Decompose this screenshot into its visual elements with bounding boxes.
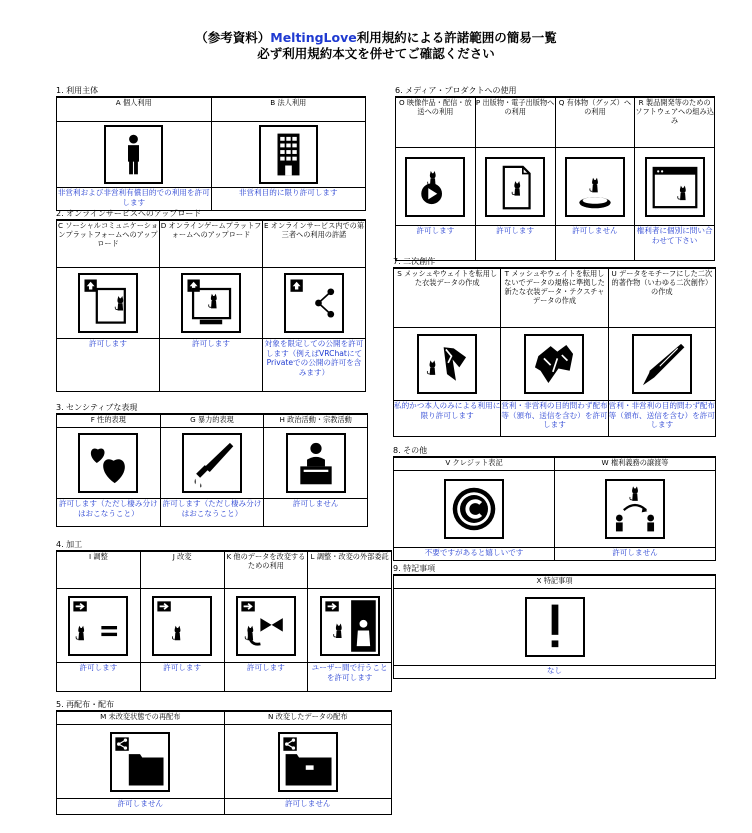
ribbon-icon (236, 596, 296, 656)
icon-cell (57, 725, 225, 799)
column-header: M 未改変状態での再配布 (57, 712, 225, 725)
share-icon (110, 732, 170, 792)
column-header: V クレジット表記 (394, 458, 555, 471)
permission-text: 私的かつ本人のみによる利用に限り許可します (394, 401, 501, 437)
permission-text: 許可します (57, 339, 160, 392)
icon-cell (211, 122, 366, 188)
section-heading: 9. 特記事項 (393, 564, 716, 575)
permission-text: 権利者に個別に問い合わせて下さい (635, 226, 715, 261)
icon-cell (475, 148, 555, 226)
icon-cell (555, 471, 716, 548)
column-header: P 出版物・電子出版物への利用 (475, 98, 555, 148)
section-table (395, 97, 715, 261)
permission-text: 非営利目的に限り許可します (211, 188, 366, 211)
icon-cell (635, 148, 715, 226)
column-header: F 性的表現 (57, 415, 161, 428)
section-heading: 2. オンラインサービスへのアップロード (56, 209, 366, 220)
video-icon (405, 157, 465, 217)
book-icon (485, 157, 545, 217)
upload-game-icon (181, 273, 241, 333)
section-table (393, 457, 716, 561)
clothing-icon (417, 334, 477, 394)
section-s2 (56, 209, 366, 392)
column-header: D オンラインゲームプラットフォームへのアップロード (160, 221, 263, 268)
section-table (56, 97, 366, 211)
permission-text: 許可します (396, 226, 476, 261)
section-s6 (395, 86, 715, 261)
permission-text: 非営利および非営利有償目的での利用を許可します (57, 188, 212, 211)
hearts-icon (78, 433, 138, 493)
new-clothing-icon (524, 334, 584, 394)
permission-text: 不要ですがあると嬉しいです (394, 548, 555, 561)
page-title: （参考資料）MeltingLove利用規約による許諾範囲の簡易一覧 (195, 30, 557, 45)
upload-avatar-icon (78, 273, 138, 333)
column-header: K 他のデータを改変するための利用 (224, 552, 308, 589)
page-subtitle: 必ず利用規約本文を併せてご確認ください (257, 46, 495, 61)
person-icon (104, 125, 163, 184)
column-header: X 特記事項 (394, 576, 716, 589)
building-icon (259, 125, 318, 184)
permission-text: 営利・非営利の目的問わず配布等（頒布、送信を含む）を許可します (608, 401, 715, 437)
column-header: I 調整 (57, 552, 141, 589)
section-s5 (56, 700, 392, 815)
column-header: C ソーシャルコミュニケーションプラットフォームへのアップロード (57, 221, 160, 268)
upload-share-icon (284, 273, 344, 333)
permission-text: 許可します（ただし棲み分けはおこなうこと） (160, 499, 264, 527)
icon-cell (608, 328, 715, 401)
permission-text: 許可しません (264, 499, 368, 527)
column-header: T メッシュやウェイトを転用しないでデータの規格に準拠した新たな衣装データ・テクスチャデータの作成 (501, 269, 608, 328)
transfer-icon (605, 479, 665, 539)
outsource-icon (320, 596, 380, 656)
icon-cell (394, 471, 555, 548)
column-header: G 暴力的表現 (160, 415, 264, 428)
permission-text: 許可します (224, 663, 308, 692)
icon-cell (57, 122, 212, 188)
section-s8 (393, 446, 716, 561)
icon-cell (308, 589, 392, 663)
column-header: W 権利義務の譲渡等 (555, 458, 716, 471)
section-heading: 5. 再配布・配布 (56, 700, 392, 711)
permission-text: 許可しません (555, 548, 716, 561)
section-heading: 3. センシティブな表現 (56, 403, 368, 414)
permission-text: 許可します (140, 663, 224, 692)
section-s7 (393, 257, 716, 437)
permission-text: なし (394, 666, 716, 679)
permission-text: ユーザー間で行うことを許可します (308, 663, 392, 692)
pen-icon (632, 334, 692, 394)
icon-cell (394, 589, 716, 666)
permission-text: 許可します (475, 226, 555, 261)
section-table (393, 575, 716, 679)
column-header: Q 有体物（グッズ）への利用 (555, 98, 635, 148)
section-s3 (56, 403, 368, 527)
permission-text: 許可しません (57, 799, 225, 815)
section-s1 (56, 86, 366, 211)
section-heading: 7. 二次創作 (393, 257, 716, 268)
exclamation-icon (525, 597, 585, 657)
section-table (56, 551, 392, 692)
column-header: L 調整・改変の外部委託 (308, 552, 392, 589)
icon-cell (396, 148, 476, 226)
permission-text: 対象を限定しての公開を許可します（例えばVRChatにてPrivateでの公開の許可を含みます） (263, 339, 366, 392)
permission-text: 許可します (160, 339, 263, 392)
icon-cell (57, 589, 141, 663)
section-table (56, 414, 368, 527)
section-table (56, 220, 366, 392)
column-header: N 改変したデータの配布 (224, 712, 392, 725)
icon-cell (57, 268, 160, 339)
column-header: S メッシュやウェイトを転用した衣装データの作成 (394, 269, 501, 328)
icon-cell (394, 328, 501, 401)
figure-icon (565, 157, 625, 217)
icon-cell (224, 725, 392, 799)
knife-icon (182, 433, 242, 493)
copyright-icon (444, 479, 504, 539)
column-header: E オンラインサービス内での第三者への利用の許諾 (263, 221, 366, 268)
permission-text: 許可します (57, 663, 141, 692)
permission-text: 営利・非営利の目的問わず配布等（頒布、送信を含む）を許可します (501, 401, 608, 437)
section-heading: 8. その他 (393, 446, 716, 457)
section-heading: 6. メディア・プロダクトへの使用 (395, 86, 715, 97)
section-s4 (56, 540, 392, 692)
brand-name: MeltingLove (270, 30, 357, 45)
column-header: O 映像作品・配信・放送への利用 (396, 98, 476, 148)
section-heading: 1. 利用主体 (56, 86, 366, 97)
software-icon (645, 157, 705, 217)
column-header: H 政治活動・宗教活動 (264, 415, 368, 428)
icon-cell (555, 148, 635, 226)
icon-cell (501, 328, 608, 401)
section-s9 (393, 564, 716, 679)
icon-cell (264, 428, 368, 499)
permission-text: 許可します（ただし棲み分けはおこなうこと） (57, 499, 161, 527)
column-header: R 製品開発等のためのソフトウェアへの組み込み (635, 98, 715, 148)
modify-icon (152, 596, 212, 656)
icon-cell (160, 428, 264, 499)
permission-text: 許可しません (555, 226, 635, 261)
section-table (393, 268, 716, 437)
icon-cell (263, 268, 366, 339)
podium-icon (286, 433, 346, 493)
share-modified-icon (278, 732, 338, 792)
section-table (56, 711, 392, 815)
icon-cell (57, 428, 161, 499)
column-header: A 個人利用 (57, 98, 212, 122)
section-heading: 4. 加工 (56, 540, 392, 551)
icon-cell (224, 589, 308, 663)
column-header: U データをモチーフにした二次的著作物（いわゆる二次創作）の作成 (608, 269, 715, 328)
column-header: J 改変 (140, 552, 224, 589)
adjust-icon (68, 596, 128, 656)
permission-text: 許可しません (224, 799, 392, 815)
icon-cell (140, 589, 224, 663)
column-header: B 法人利用 (211, 98, 366, 122)
icon-cell (160, 268, 263, 339)
